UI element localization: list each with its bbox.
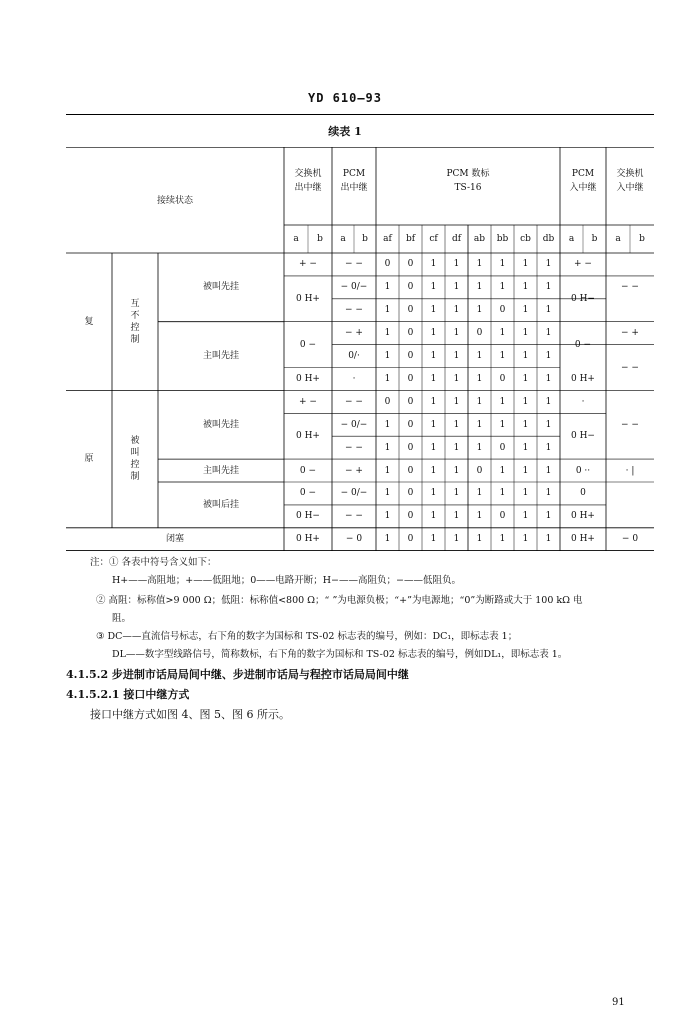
- cell-exch-out: 0 H−: [296, 511, 320, 522]
- cell-ts16-b: 1: [476, 442, 483, 453]
- cell-ts16-f: 1: [430, 282, 437, 293]
- cell-ts16-b: 1: [522, 442, 529, 453]
- cell-ts16-b: 0: [476, 465, 483, 476]
- cell-exch-out-merged: 0 −: [299, 339, 317, 350]
- note-dl: DL——数字型线路信号，简称数标，右下角的数字为国标和 TS-02 标志表的编号，例如DL₁，即标志表 1。: [112, 649, 568, 660]
- cell-pcm-in-merged: 0 H−: [571, 293, 595, 304]
- cell-pcm-out: − 0/−: [340, 419, 368, 430]
- cell-ts16-f: 1: [453, 511, 460, 522]
- cell-ts16-f: 0: [407, 465, 414, 476]
- group-label-called-controlled: 被 叫 控 制: [130, 436, 140, 483]
- cell-ts16-b: 1: [522, 373, 529, 384]
- cell-ts16-b: 1: [476, 511, 483, 522]
- cell-exch-in: − −: [621, 419, 639, 430]
- cell-ts16-b: 1: [545, 351, 552, 362]
- group-label-mutual-uncontrolled: 互 不 控 制: [130, 298, 140, 345]
- cell-ts16-b: 1: [499, 534, 506, 545]
- cell-ts16-b: 1: [545, 373, 552, 384]
- cell-pcm-out: − −: [345, 396, 363, 407]
- cell-ts16-b: 1: [545, 305, 552, 316]
- cell-pcm-in: ·: [581, 396, 585, 407]
- header-rule: [66, 114, 654, 115]
- cell-ts16-b: 1: [522, 465, 529, 476]
- cell-pcm-in: 0 H+: [571, 534, 595, 545]
- cell-ts16-b: 1: [545, 511, 552, 522]
- subheader-ab: ab: [473, 234, 486, 244]
- cell-ts16-f: 1: [384, 373, 391, 384]
- cell-exch-out: 0 H+: [296, 373, 320, 384]
- subheader-af: af: [383, 234, 392, 244]
- cell-ts16-f: 1: [384, 419, 391, 430]
- subheader-bb: bb: [496, 234, 509, 244]
- cell-exch-in: − +: [621, 328, 639, 339]
- cell-ts16-f: 1: [384, 534, 391, 545]
- note-intro: 注：① 各表中符号含义如下：: [90, 557, 217, 568]
- header-pcm-out-trunk: PCM 出中继: [340, 169, 368, 193]
- section-4-1-5-2-1: 4.1.5.2.1 接口中继方式: [66, 688, 190, 701]
- cell-ts16-f: 1: [384, 511, 391, 522]
- document-code: YD 610—93: [307, 91, 383, 105]
- cell-exch-out: 0 −: [299, 488, 317, 499]
- cell-ts16-f: 1: [453, 396, 460, 407]
- cell-ts16-f: 0: [384, 396, 391, 407]
- cell-pcm-out: − −: [345, 442, 363, 453]
- cell-ts16-f: 1: [430, 534, 437, 545]
- note-dc: ③ DC——直流信号标志，右下角的数字为国标和 TS-02 标志表的编号，例如：DC₁，即标志表 1；: [96, 631, 518, 642]
- cell-ts16-f: 0: [407, 534, 414, 545]
- cell-ts16-b: 0: [499, 511, 506, 522]
- subheader-cb: cb: [520, 234, 531, 244]
- cell-ts16-b: 0: [499, 373, 506, 384]
- cell-exch-out: + −: [299, 259, 317, 270]
- cell-ts16-b: 1: [522, 534, 529, 545]
- cell-pcm-in: 0 H+: [571, 511, 595, 522]
- subheader-bf: bf: [405, 234, 416, 244]
- subheader-a: a: [615, 234, 621, 244]
- cell-exch-in: − −: [621, 282, 639, 293]
- cell-ts16-b: 1: [522, 351, 529, 362]
- cell-exch-in: · |: [625, 465, 635, 476]
- cell-ts16-f: 1: [453, 534, 460, 545]
- note-impedance-cont: 阻。: [112, 613, 132, 624]
- cell-ts16-b: 1: [499, 488, 506, 499]
- cell-ts16-f: 1: [430, 305, 437, 316]
- cell-exch-out: + −: [299, 396, 317, 407]
- note-impedance: ② 高阻：标称值>9 000 Ω；低阻：标称值<800 Ω；“ ”为电源负极；“+”为电源地；“0”为断路或大于 100 kΩ 电: [96, 595, 583, 606]
- cell-ts16-b: 1: [476, 282, 483, 293]
- cell-ts16-b: 1: [499, 259, 506, 270]
- subheader-b: b: [362, 234, 368, 244]
- cell-ts16-f: 0: [407, 305, 414, 316]
- subheader-cf: cf: [429, 234, 438, 244]
- cell-ts16-f: 1: [430, 465, 437, 476]
- subheader-b: b: [639, 234, 645, 244]
- cell-ts16-f: 0: [407, 259, 414, 270]
- subheader-a: a: [340, 234, 346, 244]
- state-caller-first-hangup-2: 主叫先挂: [202, 465, 239, 476]
- cell-exch-out-merged: 0 H+: [296, 293, 320, 304]
- subheader-df: df: [451, 234, 462, 244]
- cell-ts16-b: 1: [522, 282, 529, 293]
- cell-pcm-in: 0 ··: [575, 465, 591, 476]
- cell-ts16-b: 1: [476, 373, 483, 384]
- section-4-1-5-2: 4.1.5.2 步进制市话局局间中继、步进制市话局与程控市话局局间中继: [66, 668, 409, 681]
- state-blocked: 闭塞: [165, 534, 184, 545]
- cell-ts16-f: 0: [407, 419, 414, 430]
- cell-ts16-b: 1: [499, 328, 506, 339]
- continued-table-title: 续表 1: [328, 125, 362, 138]
- header-pcm-ts16: PCM 数标 TS-16: [446, 169, 490, 193]
- header-pcm-in-trunk: PCM 入中继: [569, 169, 597, 193]
- cell-ts16-b: 1: [545, 396, 552, 407]
- cell-ts16-b: 1: [545, 534, 552, 545]
- cell-ts16-f: 0: [407, 282, 414, 293]
- header-exchange-in-trunk: 交换机 入中继: [616, 169, 644, 193]
- cell-pcm-in: 0: [580, 488, 586, 499]
- cell-ts16-f: 1: [384, 351, 391, 362]
- cell-pcm-out: − +: [345, 465, 363, 476]
- cell-ts16-f: 1: [430, 511, 437, 522]
- cell-ts16-b: 1: [476, 488, 483, 499]
- cell-ts16-f: 0: [407, 511, 414, 522]
- state-called-first-hangup: 被叫先挂: [202, 282, 239, 293]
- cell-ts16-b: 1: [545, 442, 552, 453]
- cell-ts16-f: 0: [384, 259, 391, 270]
- cell-pcm-in: + −: [574, 259, 592, 270]
- state-called-first-hangup-2: 被叫先挂: [202, 419, 239, 430]
- cell-ts16-f: 0: [407, 373, 414, 384]
- cell-ts16-b: 1: [476, 305, 483, 316]
- subheader-b: b: [591, 234, 598, 244]
- subheader-db: db: [542, 234, 555, 244]
- cell-ts16-f: 1: [453, 465, 460, 476]
- cell-ts16-f: 1: [453, 442, 460, 453]
- cell-ts16-b: 1: [545, 419, 552, 430]
- cell-pcm-out: − −: [345, 305, 363, 316]
- cell-ts16-f: 0: [407, 328, 414, 339]
- header-connection-state: 接续状态: [156, 196, 193, 206]
- subheader-a: a: [568, 234, 575, 244]
- cell-pcm-out: − −: [345, 511, 363, 522]
- cell-ts16-b: 1: [522, 305, 529, 316]
- cell-ts16-b: 1: [545, 465, 552, 476]
- cell-ts16-f: 1: [453, 373, 460, 384]
- cell-ts16-b: 1: [522, 259, 529, 270]
- cell-ts16-f: 1: [453, 328, 460, 339]
- cell-ts16-b: 1: [476, 259, 483, 270]
- cell-ts16-f: 1: [384, 305, 391, 316]
- cell-ts16-f: 0: [407, 488, 414, 499]
- cell-ts16-f: 1: [384, 328, 391, 339]
- note-symbols: H+——高阻地；+——低阻地；0——电路开断；H−——高阻负；−——低阻负。: [112, 575, 461, 586]
- cell-ts16-f: 1: [430, 419, 437, 430]
- cell-ts16-f: 1: [430, 351, 437, 362]
- subheader-a: a: [293, 234, 299, 244]
- cell-ts16-f: 0: [407, 396, 414, 407]
- cell-ts16-b: 1: [499, 465, 506, 476]
- cell-ts16-b: 1: [522, 511, 529, 522]
- cell-ts16-f: 1: [430, 442, 437, 453]
- cell-ts16-f: 1: [430, 259, 437, 270]
- cell-ts16-b: 1: [545, 488, 552, 499]
- cell-exch-out: 0 H+: [296, 534, 320, 545]
- cell-pcm-out: − 0/−: [340, 488, 368, 499]
- cell-pcm-out: − 0/−: [340, 282, 368, 293]
- cell-ts16-b: 1: [522, 328, 529, 339]
- cell-exch-out: 0 −: [299, 465, 317, 476]
- cell-ts16-f: 1: [430, 396, 437, 407]
- page-number: 91: [612, 997, 625, 1008]
- cell-ts16-f: 0: [407, 351, 414, 362]
- cell-ts16-f: 0: [407, 442, 414, 453]
- cell-exch-in-merged: − −: [621, 362, 639, 373]
- cell-ts16-b: 1: [499, 396, 506, 407]
- cell-ts16-f: 1: [453, 351, 460, 362]
- cell-ts16-f: 1: [430, 488, 437, 499]
- section-body: 接口中继方式如图 4、图 5、图 6 所示。: [90, 708, 290, 721]
- group-label-fu: 复: [84, 316, 94, 327]
- cell-ts16-f: 1: [430, 328, 437, 339]
- cell-ts16-f: 1: [384, 442, 391, 453]
- subheader-b: b: [317, 234, 323, 244]
- cell-ts16-f: 1: [430, 373, 437, 384]
- cell-ts16-f: 1: [384, 488, 391, 499]
- cell-ts16-f: 1: [384, 282, 391, 293]
- cell-pcm-in: 0 H+: [571, 373, 595, 384]
- cell-ts16-b: 1: [522, 396, 529, 407]
- cell-pcm-out: − −: [345, 259, 363, 270]
- signal-table: [66, 147, 654, 551]
- cell-ts16-b: 1: [545, 259, 552, 270]
- cell-ts16-f: 1: [453, 305, 460, 316]
- cell-ts16-b: 1: [499, 282, 506, 293]
- header-exchange-out-trunk: 交换机 出中继: [294, 169, 322, 193]
- group-label-yuan: 原: [84, 454, 94, 465]
- cell-ts16-b: 1: [545, 328, 552, 339]
- cell-pcm-in-merged: 0 −: [574, 339, 592, 350]
- cell-ts16-b: 1: [499, 351, 506, 362]
- cell-ts16-f: 1: [453, 259, 460, 270]
- cell-ts16-b: 1: [476, 396, 483, 407]
- cell-pcm-out: − +: [345, 328, 363, 339]
- cell-exch-out-merged: 0 H+: [296, 431, 320, 442]
- cell-ts16-b: 1: [522, 488, 529, 499]
- cell-ts16-b: 1: [522, 419, 529, 430]
- cell-ts16-b: 1: [476, 351, 483, 362]
- cell-pcm-in-merged: 0 H−: [571, 431, 595, 442]
- cell-ts16-f: 1: [453, 488, 460, 499]
- cell-ts16-b: 0: [499, 305, 506, 316]
- state-called-last-hangup: 被叫后挂: [202, 499, 239, 510]
- cell-ts16-b: 0: [499, 442, 506, 453]
- cell-ts16-b: 1: [476, 419, 483, 430]
- cell-exch-in: − 0: [621, 534, 639, 545]
- cell-ts16-b: 1: [476, 534, 483, 545]
- cell-ts16-b: 1: [545, 282, 552, 293]
- cell-pcm-out: − 0: [345, 534, 363, 545]
- cell-ts16-b: 1: [499, 419, 506, 430]
- cell-ts16-f: 1: [453, 282, 460, 293]
- cell-pcm-out: ·: [352, 373, 356, 384]
- state-caller-first-hangup: 主叫先挂: [202, 351, 239, 362]
- cell-ts16-b: 0: [476, 328, 483, 339]
- cell-pcm-out: 0/·: [348, 351, 360, 362]
- cell-ts16-f: 1: [453, 419, 460, 430]
- cell-ts16-f: 1: [384, 465, 391, 476]
